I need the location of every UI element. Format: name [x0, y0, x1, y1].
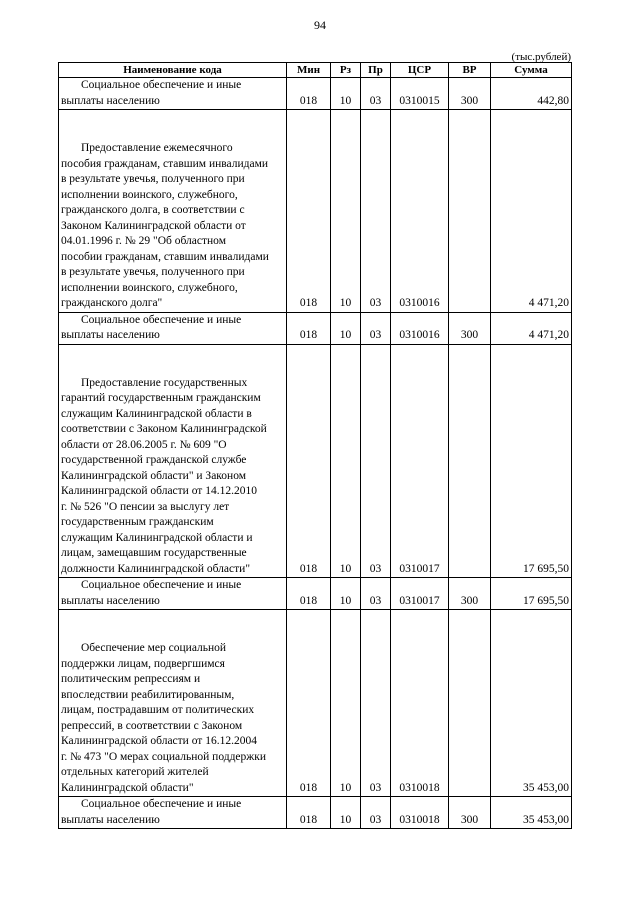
cell-sum: 35 453,00 — [491, 797, 572, 829]
header-vr: ВР — [449, 63, 491, 78]
row-name-line: исполнении воинского, служебного, — [61, 281, 238, 294]
row-name-line: Обеспечение мер социальной — [81, 642, 227, 654]
row-name-line: выплаты населению — [61, 94, 160, 107]
cell-rz: 10 — [331, 78, 361, 110]
row-name — [59, 110, 287, 313]
cell-sum: 35 453,00 — [491, 610, 572, 797]
row-name-line: в результате увечья, полученного при — [61, 266, 245, 278]
cell-pr: 03 — [361, 110, 391, 313]
table-row — [59, 610, 572, 797]
cell-rz: 10 — [331, 610, 361, 797]
cell-vr — [449, 110, 491, 313]
row-name-line: служащим Калининградской области и — [61, 531, 253, 544]
row-name-line: Предоставление ежемесячного — [81, 142, 233, 154]
row-name-line: Калининградской области от 16.12.2004 — [61, 735, 257, 747]
row-name-line: области от 28.06.2005 г. № 609 "О — [61, 438, 227, 451]
cell-vr: 300 — [449, 312, 491, 344]
row-name-line: соответствии с Законом Калининградской — [61, 423, 267, 435]
header-rz: Рз — [331, 63, 361, 78]
row-name-line: Калининградской области" и Законом — [61, 469, 247, 482]
row-name-line: Социальное обеспечение и иные — [81, 798, 242, 810]
row-name-line: гражданского долга" — [61, 297, 163, 309]
row-name-line: поддержки лицам, подвергшимся — [61, 657, 225, 670]
cell-min: 018 — [287, 110, 331, 313]
cell-pr: 03 — [361, 78, 391, 110]
table-body — [59, 78, 572, 829]
cell-vr: 300 — [449, 578, 491, 610]
row-name-line: гражданского долга, в соответствии с — [61, 204, 245, 216]
row-name-line: Калининградской области от 14.12.2010 — [61, 485, 257, 497]
row-name — [59, 578, 287, 610]
row-name-line: Социальное обеспечение и иные — [81, 313, 242, 326]
units-label: (тыс.рублей) — [511, 51, 571, 63]
row-name-line: служащим Калининградской области в — [61, 407, 252, 420]
cell-min: 018 — [287, 344, 331, 578]
header-sum: Сумма — [491, 63, 572, 78]
cell-csr: 0310016 — [391, 312, 449, 344]
header-csr: ЦСР — [391, 63, 449, 78]
cell-sum: 17 695,50 — [491, 578, 572, 610]
cell-csr: 0310015 — [391, 78, 449, 110]
budget-table — [58, 62, 572, 829]
cell-sum: 4 471,20 — [491, 312, 572, 344]
row-name-line: лицам, замещавшим государственные — [61, 547, 247, 559]
row-name-line: политическим репрессиям и — [61, 673, 201, 685]
table-header-row — [59, 63, 572, 78]
cell-vr — [449, 610, 491, 797]
row-name-line: Предоставление государственных — [81, 376, 248, 389]
cell-vr: 300 — [449, 797, 491, 829]
cell-vr — [449, 344, 491, 578]
row-name — [59, 610, 287, 797]
cell-min: 018 — [287, 797, 331, 829]
cell-rz: 10 — [331, 797, 361, 829]
row-name-line: выплаты населению — [61, 329, 160, 341]
row-name-line: 04.01.1996 г. № 29 "Об областном — [61, 235, 226, 247]
row-name-line: Социальное обеспечение и иные — [81, 579, 242, 591]
cell-min: 018 — [287, 578, 331, 610]
cell-rz: 10 — [331, 312, 361, 344]
table-row — [59, 344, 572, 578]
cell-rz: 10 — [331, 578, 361, 610]
row-name-line: в результате увечья, полученного при — [61, 173, 245, 185]
cell-pr: 03 — [361, 797, 391, 829]
row-name-line: впоследствии реабилитированным, — [61, 688, 235, 701]
cell-rz: 10 — [331, 110, 361, 313]
cell-vr: 300 — [449, 78, 491, 110]
cell-csr: 0310018 — [391, 797, 449, 829]
row-name — [59, 344, 287, 578]
row-name-line: пособии гражданам, ставшим инвалидами — [61, 250, 269, 263]
row-name-line: репрессий, в соответствии с Законом — [61, 719, 243, 732]
table-row — [59, 797, 572, 829]
row-name-line: государственным гражданским — [61, 516, 214, 528]
cell-csr: 0310018 — [391, 610, 449, 797]
row-name-line: Социальное обеспечение и иные — [81, 79, 242, 91]
table-row — [59, 110, 572, 313]
cell-pr: 03 — [361, 610, 391, 797]
cell-min: 018 — [287, 610, 331, 797]
cell-sum: 17 695,50 — [491, 344, 572, 578]
row-name-line: г. № 526 "О пенсии за выслугу лет — [61, 500, 230, 513]
cell-sum: 442,80 — [491, 78, 572, 110]
table-row — [59, 78, 572, 110]
table-row — [59, 578, 572, 610]
cell-min: 018 — [287, 78, 331, 110]
row-name — [59, 797, 287, 829]
cell-min: 018 — [287, 312, 331, 344]
row-name-line: г. № 473 "О мерах социальной поддержки — [61, 750, 266, 763]
header-name: Наименование кода — [59, 63, 287, 78]
cell-pr: 03 — [361, 312, 391, 344]
header-pr: Пр — [361, 63, 391, 78]
row-name-line: лицам, пострадавшим от политических — [61, 704, 255, 716]
cell-csr: 0310017 — [391, 344, 449, 578]
row-name-line: Калининградской области" — [61, 781, 194, 794]
row-name-line: государственной гражданской службе — [61, 454, 247, 466]
row-name-line: должности Калининградской области" — [61, 562, 251, 575]
cell-rz: 10 — [331, 344, 361, 578]
row-name-line: выплаты населению — [61, 594, 160, 607]
cell-pr: 03 — [361, 578, 391, 610]
cell-csr: 0310016 — [391, 110, 449, 313]
row-name-line: исполнении воинского, служебного, — [61, 188, 238, 201]
row-name-line: пособия гражданам, ставшим инвалидами — [61, 157, 269, 170]
cell-pr: 03 — [361, 344, 391, 578]
row-name-line: отдельных категорий жителей — [61, 766, 209, 778]
row-name-line: гарантий государственным гражданским — [61, 392, 261, 404]
row-name — [59, 312, 287, 344]
row-name-line: выплаты населению — [61, 813, 160, 826]
row-name-line: Законом Калининградской области от — [61, 219, 246, 232]
cell-sum: 4 471,20 — [491, 110, 572, 313]
page-number: 94 — [314, 18, 326, 32]
table-row — [59, 312, 572, 344]
cell-csr: 0310017 — [391, 578, 449, 610]
row-name — [59, 78, 287, 110]
header-min: Мин — [287, 63, 331, 78]
